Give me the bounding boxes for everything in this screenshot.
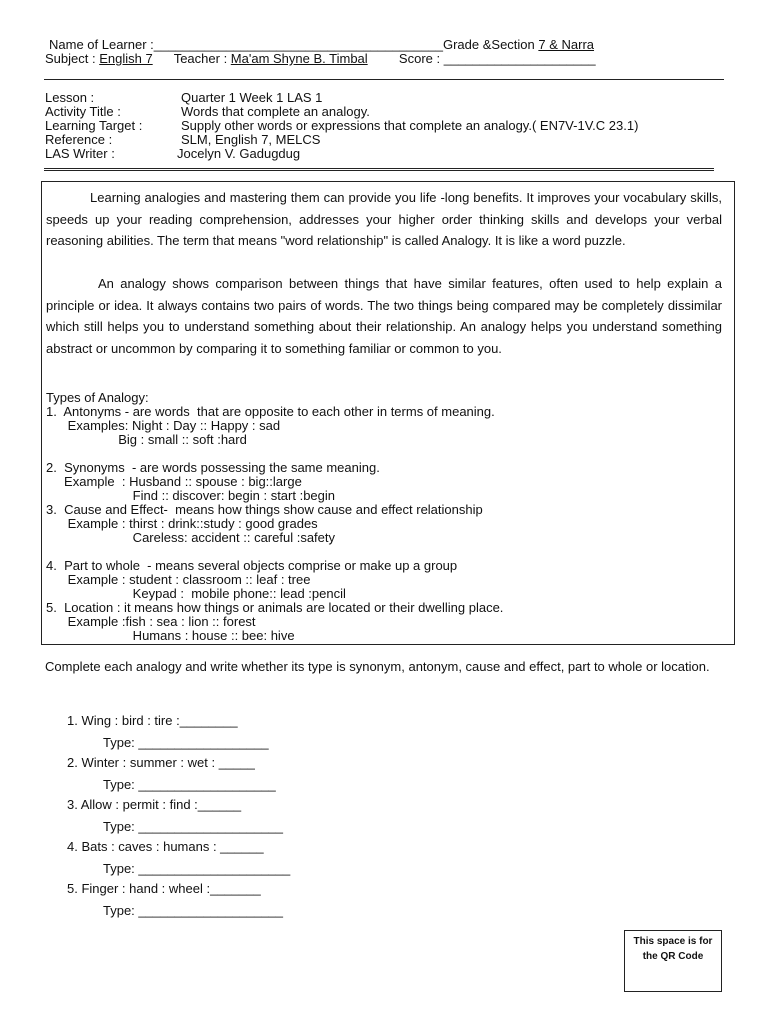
question-item[interactable]: 3. Allow : permit : find :______: [67, 797, 242, 812]
types-of-analogy: [46, 391, 503, 643]
info-value: Quarter 1 Week 1 LAS 1: [181, 90, 323, 105]
info-label: LAS Writer :: [45, 146, 115, 161]
info-label: Activity Title :: [45, 104, 121, 119]
types-line: Big : small :: soft :hard: [46, 432, 247, 447]
instruction-text: Complete each analogy and write whether its type is synonym, antonym, cause and effect, part to whole or location.: [45, 659, 710, 674]
subject-value: English 7: [99, 51, 153, 66]
grade-section-label: Grade &Section: [442, 37, 539, 52]
types-line: 1. Antonyms - are words that are opposite to each other in terms of meaning.: [46, 404, 495, 419]
learner-name-label: Name of Learner :________________________________________: [49, 37, 443, 52]
info-value: SLM, English 7, MELCS: [181, 132, 321, 147]
types-line: Careless: accident :: careful :safety: [46, 530, 335, 545]
question-item[interactable]: 5. Finger : hand : wheel :_______: [67, 881, 261, 896]
types-line: Find :: discover: begin : start :begin: [46, 488, 336, 503]
teacher-value: Ma'am Shyne B. Timbal: [230, 51, 368, 66]
types-line: Example : Husband :: spouse : big::large: [46, 474, 302, 489]
header-divider: [44, 79, 724, 80]
question-item[interactable]: 4. Bats : caves : humans : ______: [67, 839, 264, 854]
type-answer-field[interactable]: Type: __________________: [103, 735, 269, 750]
types-line: Humans : house :: bee: hive: [46, 628, 295, 643]
info-label: Reference :: [45, 132, 113, 147]
lesson-box: [41, 181, 735, 645]
info-value: Jocelyn V. Gadugdug: [177, 146, 301, 161]
info-value: Words that complete an analogy.: [181, 104, 370, 119]
type-answer-field[interactable]: Type: ___________________: [103, 777, 276, 792]
type-answer-field[interactable]: Type: _____________________: [103, 861, 291, 876]
info-value: Supply other words or expressions that complete an analogy.( EN7V-1V.C 23.1): [181, 118, 639, 133]
learner-name-line[interactable]: [49, 37, 594, 52]
grade-section-value: 7 & Narra: [538, 37, 595, 52]
score-field[interactable]: Score : _____________________: [398, 51, 596, 66]
type-answer-field[interactable]: Type: ____________________: [103, 819, 284, 834]
types-line: Example : student : classroom :: leaf : tree: [46, 572, 311, 587]
type-answer-field[interactable]: Type: ____________________: [103, 903, 284, 918]
types-line: 4. Part to whole - means several objects comprise or make up a group: [46, 558, 458, 573]
types-title: Types of Analogy:: [46, 390, 149, 405]
info-label: Lesson :: [45, 90, 95, 105]
types-line: Example :fish : sea : lion :: forest: [46, 614, 256, 629]
analogy-paragraph: An analogy shows comparison between things that have similar features, often used to help explain a principle or idea. It always contains two pairs of words. The two things being compared may be completely dissimilar which still helps you to understand something about their relationship. An analogy helps you understand something abstract or uncommon by comparing it to something familiar or common to you.: [46, 276, 722, 356]
teacher-label: Teacher :: [173, 51, 231, 66]
intro-paragraph: Learning analogies and mastering them can provide you life -long benefits. It improves your vocabulary skills, speeds up your reading comprehension, addresses your higher order thinking skills and develops your verbal reasoning abilities. The term that means "word relationship" is called Analogy. It is like a word puzzle.: [46, 190, 722, 248]
types-line: [46, 545, 503, 559]
types-line: 3. Cause and Effect- means how things show cause and effect relationship: [46, 502, 483, 517]
subject-line: [45, 51, 596, 66]
info-divider: [44, 168, 714, 171]
subject-label: Subject :: [45, 51, 100, 66]
types-line: Keypad : mobile phone:: lead :pencil: [46, 586, 346, 601]
question-item[interactable]: 2. Winter : summer : wet : _____: [67, 755, 255, 770]
types-line: Example : thirst : drink::study : good grades: [46, 516, 318, 531]
types-line: 5. Location : it means how things or animals are located or their dwelling place.: [46, 600, 504, 615]
info-label: Learning Target :: [45, 118, 143, 133]
types-line: Examples: Night : Day :: Happy : sad: [46, 418, 281, 433]
qr-code-placeholder: This space is for the QR Code: [624, 930, 722, 992]
types-line: [46, 447, 503, 461]
question-item[interactable]: 1. Wing : bird : tire :________: [67, 713, 238, 728]
types-line: 2. Synonyms - are words possessing the same meaning.: [46, 460, 380, 475]
